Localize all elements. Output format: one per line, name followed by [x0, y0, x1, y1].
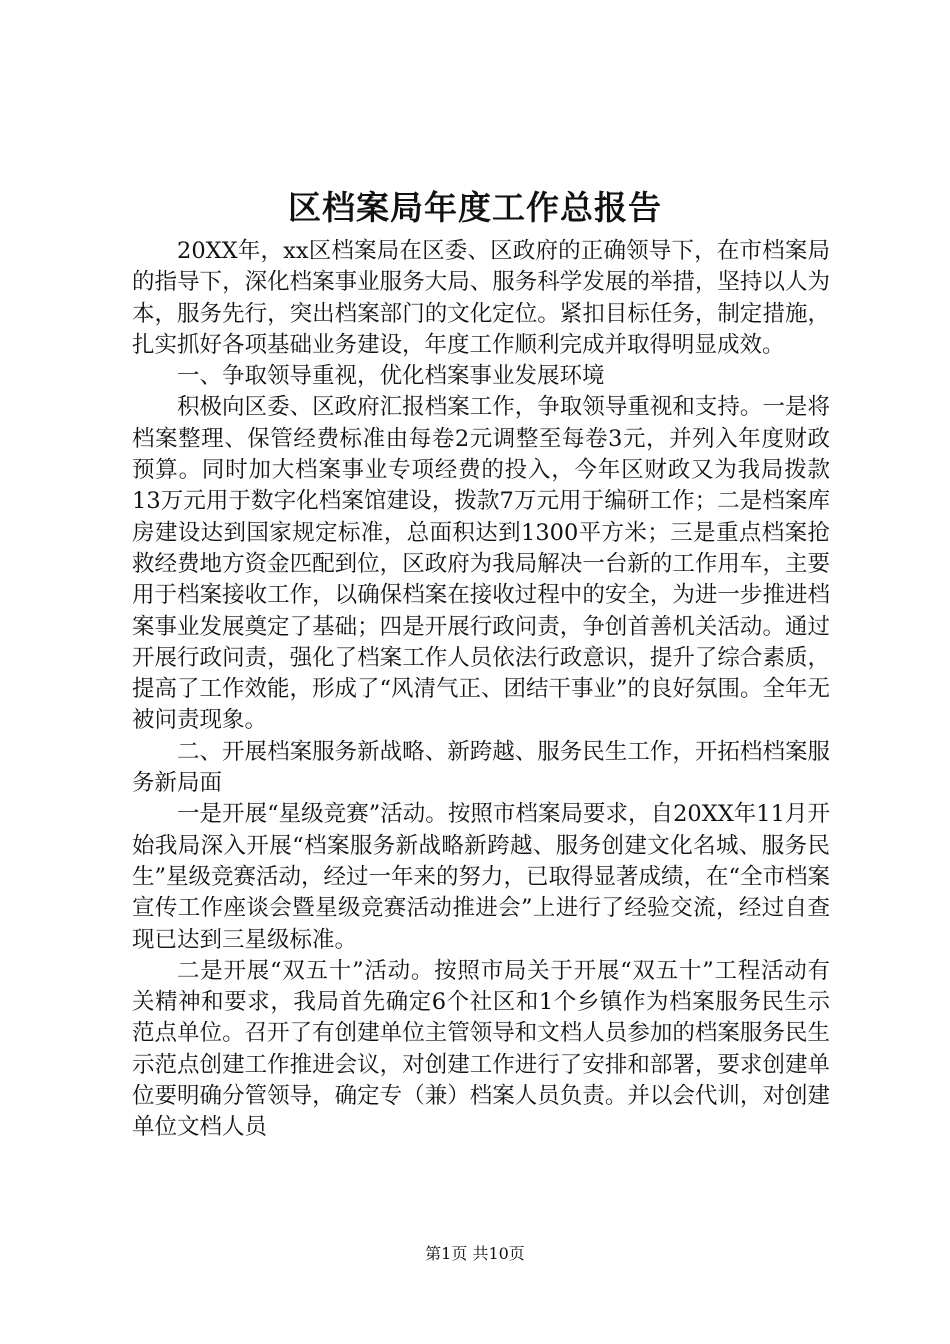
- paragraph-star-competition: 一是开展“星级竞赛”活动。按照市档案局要求，自20XX年11月开始我局深入开展“档案服务新战略新跨越、服务创建文化名城、服务民生”星级竞赛活动，经过一年来的努力，已取得显著成绩，在“全市档案宣传工作座谈会暨星级竞赛活动推进会”上进行了经验交流，经过自查现已达到三星级标准。: [132, 801, 831, 953]
- paragraph-double-fifty: 二是开展“双五十”活动。按照市局关于开展“双五十”工程活动有关精神和要求，我局首先确定6个社区和1个乡镇作为档案服务民生示范点单位。召开了有创建单位主管领导和文档人员参加的档案服务民生示范点创建工作推进会议，对创建工作进行了安排和部署，要求创建单位要明确分管领导，确定专（兼）档案人员负责。并以会代训，对创建单位文档人员: [132, 957, 830, 1141]
- document-body: [132, 236, 830, 1144]
- document-title: 区档案局年度工作总报告: [288, 188, 662, 227]
- paragraph-section-1: 积极向区委、区政府汇报档案工作，争取领导重视和支持。一是将档案整理、保管经费标准由每卷2元调整至每卷3元，并列入年度财政预算。同时加大档案事业专项经费的投入，今年区财政又为我局拨款13万元用于数字化档案馆建设，拨款7万元用于编研工作；二是档案库房建设达到国家规定标准，总面积达到1300平方米；三是重点档案抢救经费地方资金匹配到位，区政府为我局解决一台新的工作用车，主要用于档案接收工作，以确保档案在接收过程中的安全，为进一步推进档案事业发展奠定了基础；四是开展行政问责，争创首善机关活动。通过开展行政问责，强化了档案工作人员依法行政意识，提升了综合素质，提高了工作效能，形成了“风清气正、团结干事业”的良好氛围。全年无被问责现象。: [132, 394, 831, 734]
- page-footer: 第1页 共10页: [425, 1244, 525, 1263]
- section-heading-1: 一、争取领导重视，优化档案事业发展环境: [177, 363, 605, 390]
- section-heading-2: 二、开展档案服务新战略、新跨越、服务民生工作，开拓档档案服务新局面: [132, 738, 830, 797]
- paragraph-intro: 20XX年，xx区档案局在区委、区政府的正确领导下，在市档案局的指导下，深化档案事业服务大局、服务科学发展的举措，坚持以人为本，服务先行，突出档案部门的文化定位。紧扣目标任务，制定措施，扎实抓好各项基础业务建设，年度工作顺利完成并取得明显成效。: [132, 238, 830, 358]
